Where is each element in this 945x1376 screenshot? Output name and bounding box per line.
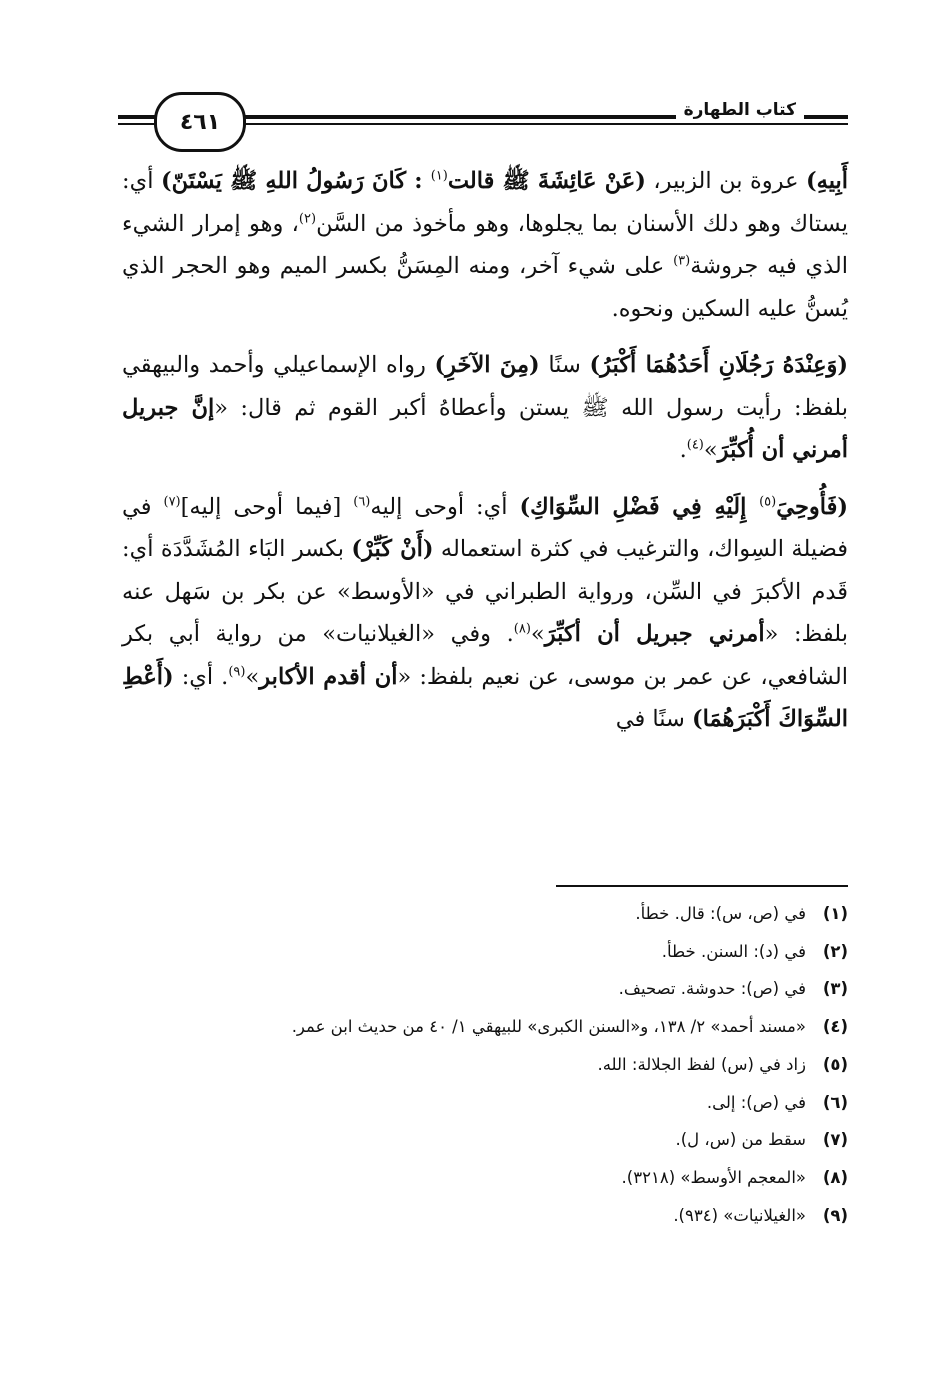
footnote-text: في (ص): إلى.: [706, 1092, 806, 1112]
hadith-text: : كَانَ رَسُولُ اللهِ ﷺ يَسْتَنّ): [160, 168, 431, 194]
footnote-number: (٨): [822, 1167, 848, 1187]
footnote-ref[interactable]: (٥): [759, 494, 777, 509]
text-run: »: [530, 621, 545, 647]
text-run: [فيما أوحى إليه]: [180, 493, 354, 520]
footnote-number: (٥): [822, 1054, 848, 1074]
footnote-ref[interactable]: (٩): [228, 664, 246, 679]
footnote-item: [130, 1008, 848, 1046]
footnote-text: «الغيلانيات» (٩٣٤).: [673, 1205, 806, 1225]
footnote-item: [130, 1197, 848, 1235]
text-run: . وفي «الغيلانيات» من رواية أبي بكر الشافعي، عن عمر بن موسى، عن نعيم بلفظ: «: [122, 621, 848, 690]
footnote-text: «المعجم الأوسط» (٣٢١٨).: [621, 1167, 806, 1187]
hadith-text: (عَنْ عَائِشَةَ ﷺ قالت: [447, 168, 646, 194]
footnotes: [130, 895, 848, 1234]
footnote-ref[interactable]: (٧): [163, 494, 181, 509]
bold-text: أَبِيهِ): [806, 168, 849, 194]
text-run: ، وهو إمرار الشيء الذي فيه جروشة: [122, 210, 849, 279]
footnote-item: [130, 895, 848, 933]
footnote-text: سقط من (س، ل).: [675, 1130, 806, 1150]
text-run: . أي:: [173, 663, 229, 690]
footnote-number: (٣): [822, 979, 848, 999]
footnote-item: [130, 1159, 848, 1197]
footnote-number: (٩): [822, 1205, 848, 1225]
footnote-text: «مسند أحمد» ٢/ ١٣٨، و«السنن الكبرى» للبيهقي ١/ ٤٠ من حديث ابن عمر.: [291, 1017, 806, 1037]
footnote-number: (١): [822, 904, 848, 923]
text-run: »: [245, 663, 260, 690]
footnote-item: [130, 1084, 848, 1122]
paragraph-3: [122, 486, 848, 741]
footnote-number: (٦): [822, 1092, 848, 1112]
text-run: رواه الإسماعيلي وأحمد والبيهقي بلفظ: رأيت رسول الله ﷺ يستن وأعطاهُ أكبر القوم ثم قال: «: [122, 352, 848, 421]
text-run: أي: أوحى إليه: [370, 493, 520, 520]
footnote-text: في (ص، س): قال. خطأ.: [635, 904, 806, 923]
footnote-item: [130, 1046, 848, 1084]
text-run: أي: يستاك وهو دلك الأسنان بما يجلوها، وهو مأخوذ من السَّن: [122, 168, 848, 237]
paragraph-1: [122, 160, 848, 330]
hadith-text: إِلَيْهِ فِي فَضْلِ السِّوَاكِ): [519, 493, 760, 520]
text-run: بكسر البَاء المُشَدَّدَة أي: قَدم الأكبرَ في السِّن، ورواية الطبراني في «الأوسط» عن بكر بن سَهل عنه بلفظ: «: [122, 536, 849, 647]
running-header: [118, 92, 848, 148]
text-run: .: [679, 437, 687, 463]
quote-text: أن أقدم الأكابر: [259, 663, 398, 690]
footnote-text: زاد في (س) لفظ الجلالة: الله.: [597, 1054, 806, 1074]
footnote-ref[interactable]: (٤): [686, 437, 704, 453]
text-run: على شيء آخر، ومنه المِسَنُّ بكسر الميم وهو الحجر الذي يُسنُّ عليه السكين ونحوه.: [122, 253, 848, 322]
footnote-text: في (د): السنن. خطأ.: [661, 941, 806, 961]
hadith-text: (أَنْ كَبِّرْ): [351, 536, 434, 562]
footnote-number: (٧): [822, 1130, 848, 1150]
text-run: في فضيلة السِواك، والترغيب في كثرة استعماله: [122, 493, 848, 562]
footnote-item: [130, 970, 848, 1008]
hadith-text: (مِنَ الآخَرِ): [434, 352, 540, 378]
footnote-ref[interactable]: (٣): [673, 253, 691, 269]
footnote-text: في (ص): حدوشة. تصحيف.: [618, 979, 806, 999]
quote-text: إنَّ جبريل أمرني أن أُكبِّرَ: [122, 394, 848, 463]
book-title: كتاب الطهارة: [676, 100, 804, 120]
footnote-separator: [556, 885, 848, 887]
page-number: ٤٦١: [154, 92, 246, 152]
footnote-item: [130, 933, 848, 971]
text-run: سنًا: [539, 352, 590, 378]
quote-text: أمرني جبريل أن أكبِّرَ: [544, 621, 765, 647]
footnote-item: [130, 1121, 848, 1159]
footnote-number: (٤): [822, 1017, 848, 1037]
text-run: »: [703, 437, 718, 463]
footnote-ref[interactable]: (١): [430, 168, 448, 184]
hadith-text: (وَعِنْدَهُ رَجُلَانِ أَحَدُهُمَا أَكْبَرُ): [589, 352, 848, 378]
hadith-text: (فَأُوحِيَ: [776, 493, 848, 520]
text-run: عروة بن الزبير،: [645, 168, 806, 194]
text-run: سنًا في: [615, 706, 693, 732]
footnote-ref[interactable]: (٨): [513, 621, 531, 637]
hadith-text: (أَعْطِ السِّوَاكَ أَكْبَرَهُمَا): [122, 663, 848, 732]
footnote-ref[interactable]: (٦): [353, 494, 371, 509]
paragraph-2: [122, 344, 848, 472]
main-text: [122, 160, 848, 741]
footnote-number: (٢): [822, 941, 848, 961]
footnote-ref[interactable]: (٢): [298, 211, 317, 226]
